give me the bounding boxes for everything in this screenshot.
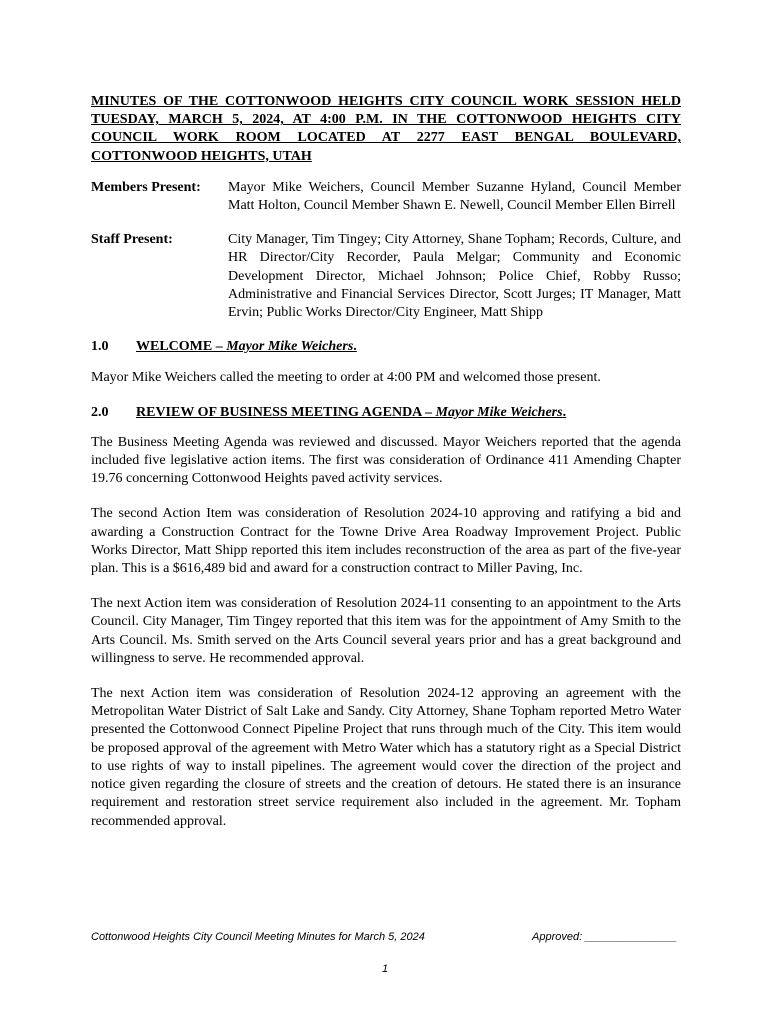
footer-approved-line: Approved: _______________ (532, 931, 677, 943)
paragraph: Mayor Mike Weichers called the meeting to order at 4:00 PM and welcomed those present. (91, 370, 601, 386)
section-title: REVIEW OF BUSINESS MEETING AGENDA – (136, 404, 436, 420)
section-number: 2.0 (91, 404, 109, 420)
section-heading-welcome: 1.0 WELCOME – Mayor Mike Weichers. (91, 338, 681, 356)
paragraph: The Business Meeting Agenda was reviewed and discussed. Mayor Weichers reported that the agenda included five legislative action items. The first was consideration of Ordinance 411 Amending Chapter 19.76 concerning Cottonwood Heights paved activity services. (91, 434, 681, 487)
paragraph: The next Action item was consideration of Resolution 2024-12 approving an agreement with the Metropolitan Water District of Salt Lake and Sandy. City Attorney, Shane Topham reported Metro Water presented the Cottonwood Connect Pipeline Project that runs through much of the City. This item would be proposed approval of the agreement with Metro Water which has a statutory right as a Special District to use rights of way to install pipelines. The agreement would cover the direction of the project and notice given regarding the closure of streets and the creation of detours. He stated there is an insurance requirement and restoration street service requirement also included in the agreement. Mr. Topham recommended approval. (91, 686, 681, 829)
paragraph: The next Action item was consideration of Resolution 2024-11 consenting to an appointment to the Arts Council. City Manager, Tim Tingey reported that this item was for the appointment of Amy Smith to the Arts Council. Ms. Smith served on the Arts Council several years prior and has a great background and willingness to serve. He recommended approval. (91, 596, 681, 666)
document-body (91, 93, 681, 831)
section-title: WELCOME – (136, 339, 227, 355)
page-number: 1 (381, 963, 389, 975)
footer-document-title: Cottonwood Heights City Council Meeting Minutes for March 5, 2024 (91, 931, 425, 943)
page-footer (91, 931, 681, 943)
members-list: Mayor Mike Weichers, Council Member Suzanne Hyland, Council Member Matt Holton, Council Member Shawn E. Newell, Council Member Ellen Birrell (228, 179, 681, 214)
minutes-title: MINUTES OF THE COTTONWOOD HEIGHTS CITY COUNCIL WORK SESSION HELD TUESDAY, MARCH 5, 2024, AT 4:00 P.M. IN THE COTTONWOOD HEIGHTS CITY COUNCIL WORK ROOM LOCATED AT 2277 EAST BENGAL BOULEVARD, COTTONWOOD HEIGHTS, UTAH (91, 94, 681, 164)
members-present (91, 179, 681, 215)
section-heading-agenda-review: 2.0 REVIEW OF BUSINESS MEETING AGENDA – Mayor Mike Weichers. (91, 404, 681, 422)
staff-list: City Manager, Tim Tingey; City Attorney, Shane Topham; Records, Culture, and HR Director/City Recorder, Paula Melgar; Community and Economic Development Director, Michael Johnson; Police Chief, Robby Russo; Administrative and Financial Services Director, Scott Jurges; IT Manager, Matt Ervin; Public Works Director/City Engineer, Matt Shipp (228, 232, 681, 321)
paragraph: The second Action Item was consideration of Resolution 2024-10 approving and ratifying a bid and awarding a Construction Contract for the Towne Drive Area Roadway Improvement Project. Public Works Director, Matt Shipp reported this item includes reconstruction of the area as part of the five-year plan. This is a $616,489 bid and award for a construction contract to Miller Paving, Inc. (91, 506, 681, 577)
section-number: 1.0 (91, 339, 109, 355)
staff-present (91, 231, 681, 322)
section-presenter: Mayor Mike Weichers (435, 404, 563, 420)
section-presenter: Mayor Mike Weichers (226, 339, 354, 355)
staff-label: Staff Present: (91, 232, 173, 248)
members-label: Members Present: (91, 179, 201, 195)
